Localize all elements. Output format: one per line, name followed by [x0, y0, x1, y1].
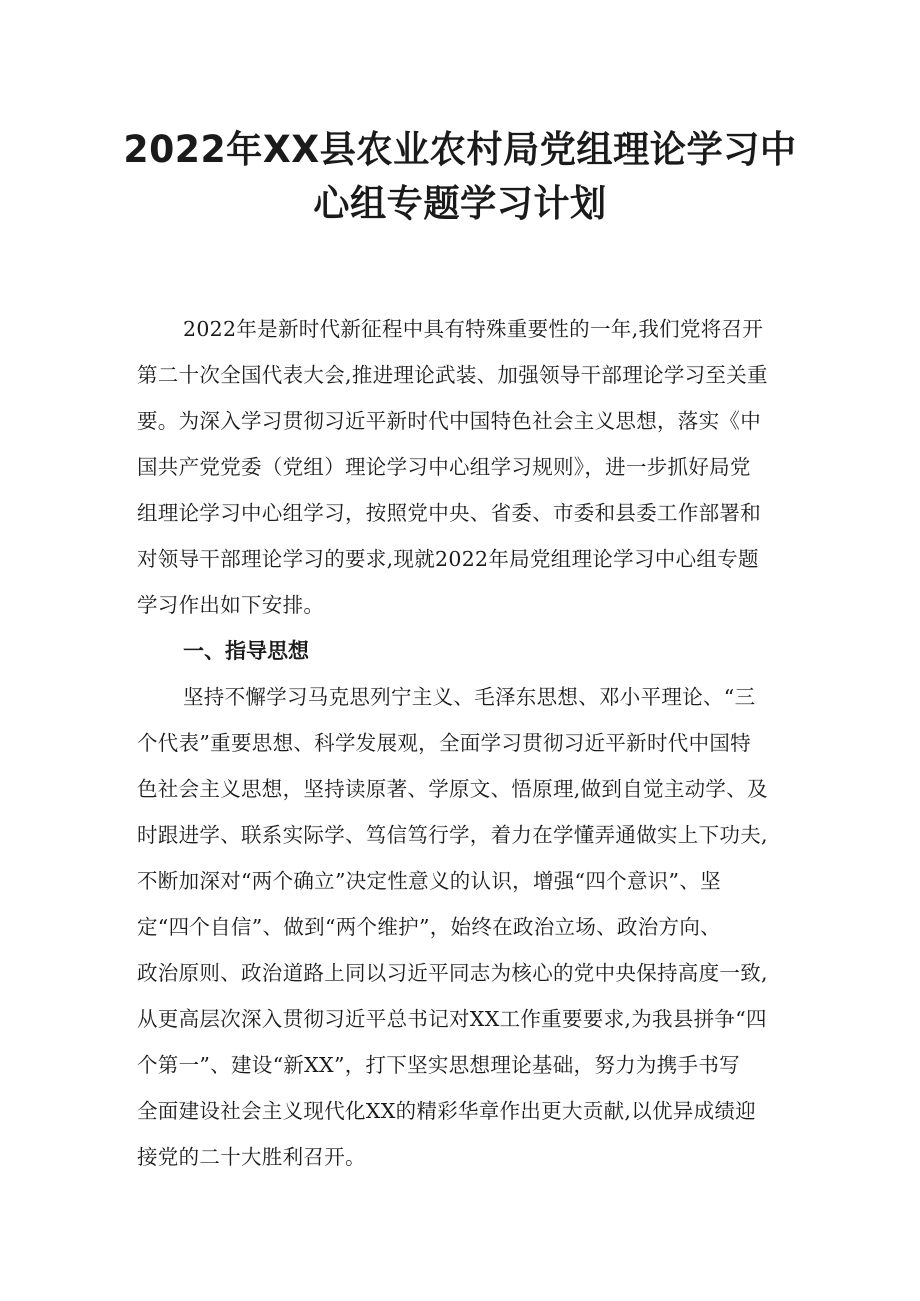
intro-line: 对领导干部理论学习的要求,现就2022年局党组理论学习中心组专题 — [137, 547, 759, 571]
section-line: 政治原则、政治道路上同以习近平同志为核心的党中央保持高度一致, — [137, 961, 768, 985]
section-line: 个代表”重要思想、科学发展观，全面学习贯彻习近平新时代中国特 — [137, 731, 751, 755]
intro-line: 第二十次全国代表大会,推进理论武装、加强领导干部理论学习至关重 — [137, 363, 768, 387]
intro-line: 组理论学习中心组学习，按照党中央、省委、市委和县委工作部署和 — [137, 501, 761, 525]
section-line: 时跟进学、联系实际学、笃信笃行学，着力在学懂弄通做实上下功夫, — [137, 823, 768, 847]
section-heading-guiding-ideology: 一、指导思想 — [183, 639, 309, 663]
section-line: 不断加深对“两个确立”决定性意义的认识，增强“四个意识”、坚 — [137, 869, 721, 893]
section-line: 色社会主义思想，坚持读原著、学原文、悟原理,做到自觉主动学、及 — [137, 777, 768, 801]
document-title-line-1: 2022年XX县农业农村局党组理论学习中 — [123, 128, 797, 171]
section-line: 从更高层次深入贯彻习近平总书记对XX工作重要要求,为我县拼争“四 — [137, 1007, 767, 1031]
intro-line: 国共产党党委（党组）理论学习中心组学习规则》，进一步抓好局党 — [137, 455, 751, 479]
document-title-line-2: 心组专题学习计划 — [313, 182, 607, 225]
intro-line: 要。为深入学习贯彻习近平新时代中国特色社会主义思想，落实《中 — [137, 409, 761, 433]
intro-line: 学习作出如下安排。 — [137, 593, 325, 617]
section-line: 坚持不懈学习马克思列宁主义、毛泽东思想、邓小平理论、“三 — [183, 685, 756, 709]
section-line: 个第一”、建设“新XX”，打下坚实思想理论基础，努力为携手书写 — [137, 1053, 740, 1077]
intro-line: 2022年是新时代新征程中具有特殊重要性的一年,我们党将召开 — [183, 317, 764, 341]
section-line: 接党的二十大胜利召开。 — [137, 1145, 366, 1169]
section-line: 定“四个自信”、做到“两个维护”，始终在政治立场、政治方向、 — [137, 915, 721, 939]
section-line: 全面建设社会主义现代化XX的精彩华章作出更大贡献,以优异成绩迎 — [137, 1099, 757, 1123]
